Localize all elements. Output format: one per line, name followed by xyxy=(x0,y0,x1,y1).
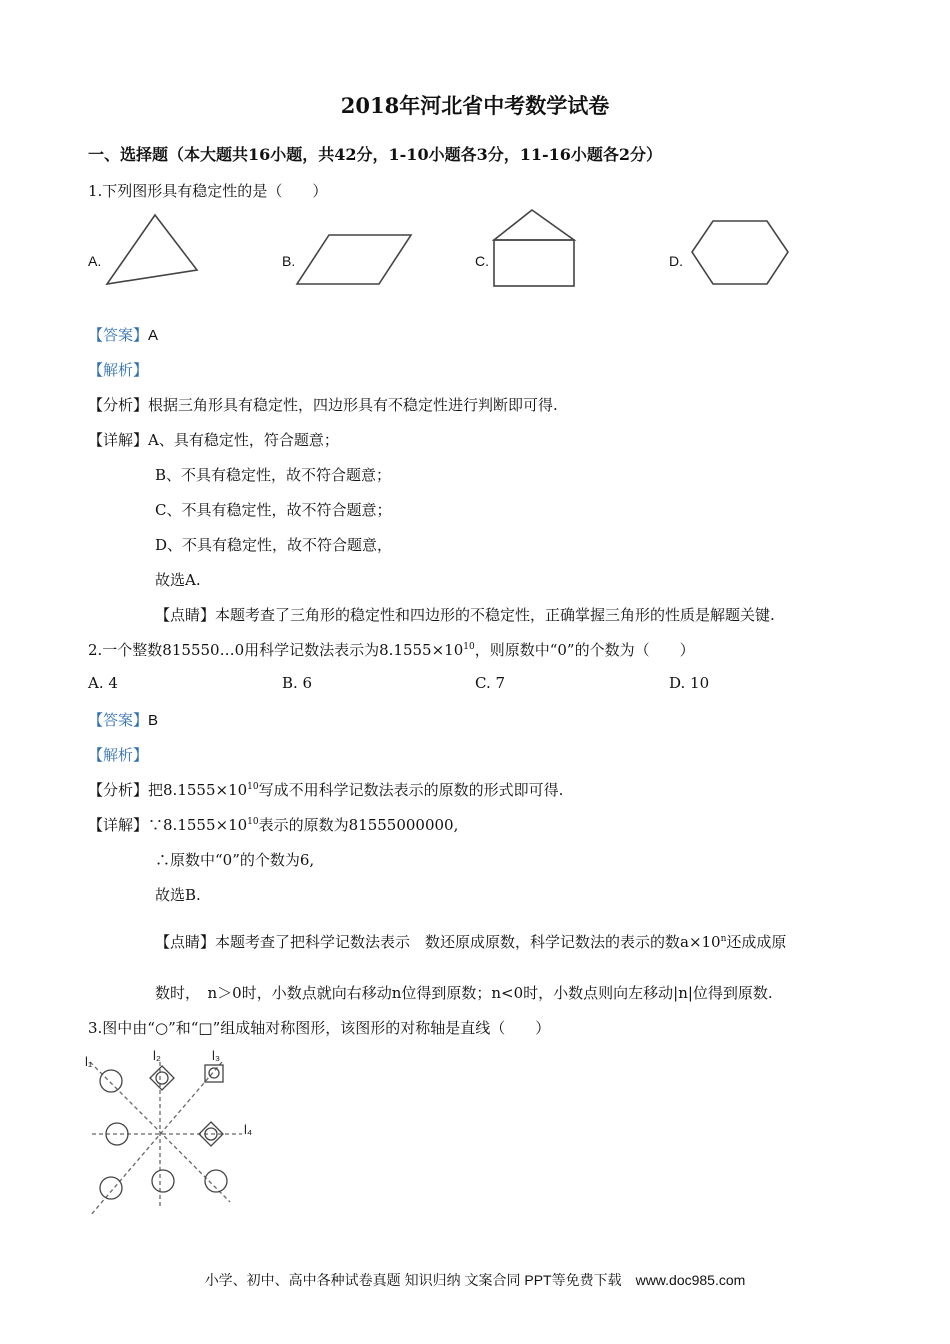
xiangjie-line-5: 故选A. xyxy=(155,571,201,589)
diamond-square-shape xyxy=(150,1066,174,1090)
fenxi-tag: 【分析】 xyxy=(88,396,149,414)
dianjing-exponent: n xyxy=(720,934,727,944)
q2-stem-a: 2.一个整数815550…0用科学记数法表示为8.1555×10 xyxy=(88,641,464,659)
q2-option-c: C. 7 xyxy=(475,674,506,692)
house-figure xyxy=(490,205,580,291)
label-l3: l₃ xyxy=(212,1048,221,1063)
q1-option-d-label: D. xyxy=(669,253,683,269)
dianjing-text-a: 【点睛】本题考查了把科学记数法表示 数还原成原数，科学记数法的表示的数a×10 xyxy=(155,933,721,951)
q1-xiangjie xyxy=(88,429,339,450)
q2-answer xyxy=(88,709,158,730)
xiangjie-line-2: ∴原数中“0”的个数为6, xyxy=(155,851,315,869)
q2-stem-b: ，则原数中“0”的个数为（ ） xyxy=(474,641,695,659)
circle-shape xyxy=(152,1170,174,1192)
q1-stem: 1.下列图形具有稳定性的是（ ） xyxy=(88,182,328,200)
xiangjie-line-4: D、不具有稳定性，故不符合题意， xyxy=(155,536,393,554)
label-l2: l₂ xyxy=(153,1048,161,1063)
q1-option-c-label: C. xyxy=(475,253,489,269)
xiangjie-tag: 【详解】 xyxy=(88,431,149,449)
q3-stem: 3.图中由“○”和“□”组成轴对称图形，该图形的对称轴是直线（ ） xyxy=(88,1019,551,1037)
fenxi-text-b: 写成不用科学记数法表示的原数的形式即可得. xyxy=(258,781,564,799)
q2-stem-exponent: 10 xyxy=(463,642,475,652)
xiangjie-line-1: A、具有稳定性，符合题意； xyxy=(148,431,339,449)
symmetry-figure xyxy=(80,1048,270,1220)
answer-tag: 【答案】 xyxy=(88,711,149,729)
q2-option-b: B. 6 xyxy=(282,674,313,692)
circle-shape xyxy=(100,1070,122,1092)
answer-value: B xyxy=(148,712,159,729)
answer-value: A xyxy=(148,327,159,344)
axis-l3-line xyxy=(90,1062,222,1216)
triangle-figure xyxy=(100,212,205,292)
answer-tag: 【答案】 xyxy=(88,326,149,344)
hexagon-figure xyxy=(685,216,793,290)
q1-jiexi-tag: 【解析】 xyxy=(88,361,149,379)
label-l4: l₄ xyxy=(244,1122,253,1137)
label-l1: l₁ xyxy=(85,1054,93,1069)
circle-shape xyxy=(209,1068,219,1078)
xiangjie-exponent: 10 xyxy=(247,817,259,827)
xiangjie-tag: 【详解】 xyxy=(88,816,149,834)
page-title: 2018年河北省中考数学试卷 xyxy=(340,93,610,118)
q2-dianjing-line-2: 数时， n＞0时，小数点就向右移动n位得到原数；n<0时，小数点则向左移动|n|位得到原数. xyxy=(155,984,773,1002)
q2-option-a: A. 4 xyxy=(88,674,118,692)
q1-fenxi xyxy=(88,394,558,415)
q2-option-d: D. 10 xyxy=(669,674,710,692)
section-heading: 一、选择题（本大题共16小题，共42分，1-10小题各3分，11-16小题各2分） xyxy=(88,145,663,164)
fenxi-tag: 【分析】 xyxy=(88,781,149,799)
dianjing-text-b: 还成成原 xyxy=(726,933,787,951)
fenxi-text-a: 把8.1555×10 xyxy=(148,781,248,799)
q2-dianjing-line-1 xyxy=(155,931,786,952)
xiangjie-text-a: ∵8.1555×10 xyxy=(148,816,248,834)
xiangjie-line-3: 故选B. xyxy=(155,886,201,904)
q1-option-b-label: B. xyxy=(282,253,296,269)
q1-dianjing: 【点睛】本题考查了三角形的稳定性和四边形的不稳定性，正确掌握三角形的性质是解题关键. xyxy=(155,606,775,624)
fenxi-text: 根据三角形具有稳定性，四边形具有不稳定性进行判断即可得. xyxy=(148,396,558,414)
circle-shape xyxy=(100,1177,122,1199)
q2-stem xyxy=(88,639,695,660)
circle-shape xyxy=(156,1072,168,1084)
fenxi-exponent: 10 xyxy=(247,782,259,792)
q1-answer xyxy=(88,324,158,345)
footer-text: 小学、初中、高中各种试卷真题 知识归纳 文案合同 PPT等免费下载 www.doc985.com xyxy=(204,1272,746,1288)
q2-xiangjie xyxy=(88,814,458,835)
q1-option-a-label: A. xyxy=(88,253,102,269)
q2-fenxi xyxy=(88,779,563,800)
xiangjie-text-b: 表示的原数为81555000000, xyxy=(258,816,459,834)
q2-jiexi-tag: 【解析】 xyxy=(88,746,149,764)
parallelogram-figure xyxy=(292,228,418,290)
xiangjie-line-2: B、不具有稳定性，故不符合题意； xyxy=(155,466,392,484)
xiangjie-line-3: C、不具有稳定性，故不符合题意； xyxy=(155,501,392,519)
